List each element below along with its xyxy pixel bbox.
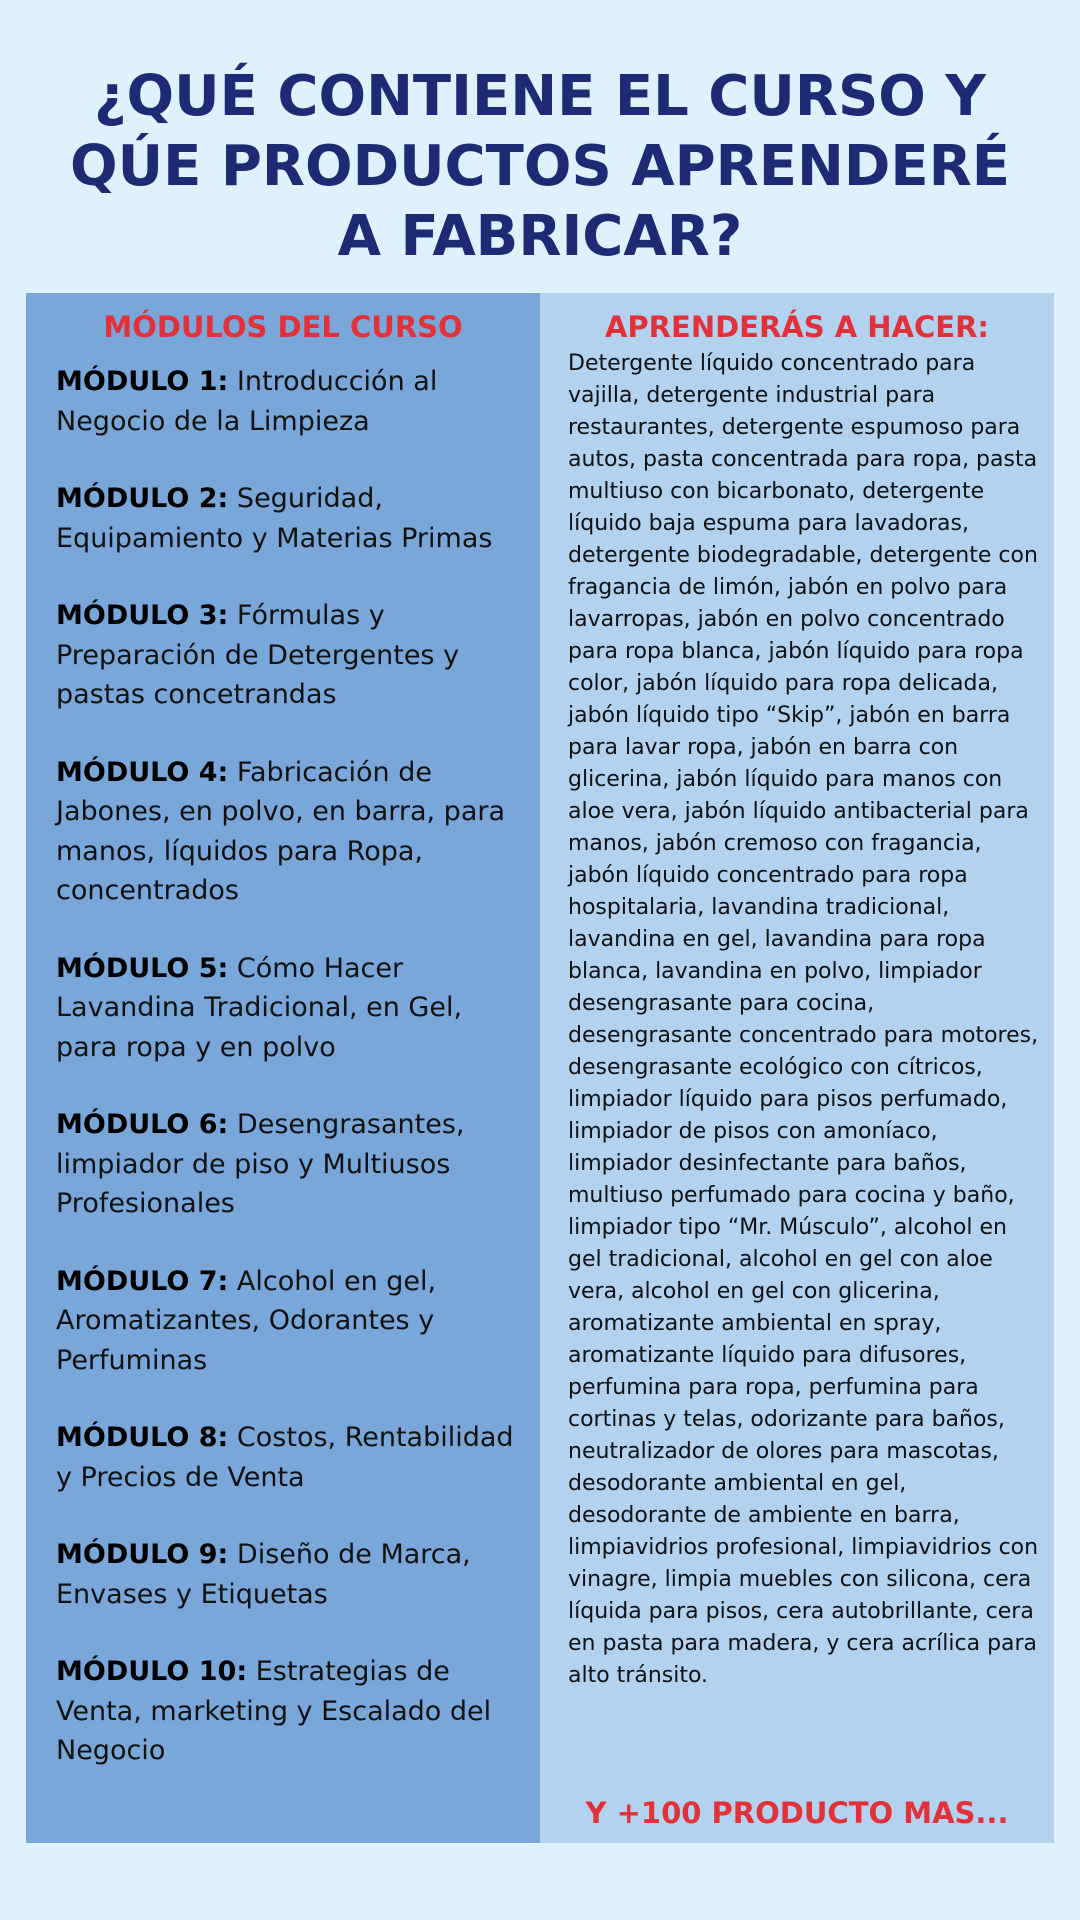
products-heading: APRENDERÁS A HACER: [604, 310, 990, 344]
products-list-text: Detergente líquido concentrado para vajilla, detergente industrial para restaurantes, detergente espumoso para autos, pasta concentrada para ropa, pasta multiuso con bicarbonato, detergente líquido baja espuma para lavadoras, detergente biodegradable, detergente con fragancia de limón, jabón en polvo para lavarropas, jabón en polvo concentrado para ropa blanca, jabón líquido para ropa color, jabón líquido para ropa delicada, jabón líquido tipo “Skip”, jabón en barra para lavar ropa, jabón en barra con glicerina, jabón líquido para manos con aloe vera, jabón líquido antibacterial para manos, jabón cremoso con fragancia, jabón líquido concentrado para ropa hospitalaria, lavandina tradicional, lavandina en gel, lavandina para ropa blanca, lavandina en polvo, limpiador desengrasante para cocina, desengrasante concentrado para motores, desengrasante ecológico con cítricos, limpiador líquido para pisos perfumado, limpiador de pisos con amoníaco, limpiador desinfectante para baños, multiuso perfumado para cocina y baño, limpiador tipo “Mr. Músculo”, alcohol en gel tradicional, alcohol en gel con aloe vera, alcohol en gel con glicerina, aromatizante ambiental en spray, aromatizante líquido para difusores, perfumina para ropa, perfumina para cortinas y telas, odorizante para baños, neutralizador de olores para mascotas, desodorante ambiental en gel, desodorante de ambiente en barra, limpiavidrios profesional, limpiavidrios con vinagre, limpia muebles con silicona, cera líquida para pisos, cera autobrillante, cera en pasta para madera, y cera acrílica para alto tránsito. [568, 351, 1039, 1688]
module-text: Cómo Hacer Lavandina Tradicional, en Gel, para ropa y en polvo [56, 952, 463, 1063]
module-label: MÓDULO 9: [56, 1539, 229, 1570]
module-label: MÓDULO 3: [56, 600, 229, 631]
modules-heading: MÓDULOS DEL CURSO [103, 310, 463, 344]
module-item-9 [56, 1535, 526, 1614]
module-text: Seguridad, Equipamiento y Materias Primas [56, 483, 493, 554]
title-line-2: QÚE PRODUCTOS APRENDERÉ [69, 134, 1011, 199]
module-text: Fabricación de Jabones, en polvo, en barra, para manos, líquidos para Ropa, concentrados [56, 756, 506, 906]
module-label: MÓDULO 1: [56, 366, 229, 397]
module-text: Introducción al Negocio de la Limpieza [56, 366, 438, 437]
module-item-10 [56, 1652, 526, 1771]
module-text: Desengrasantes, limpiador de piso y Multiusos Profesionales [56, 1109, 465, 1219]
module-label: MÓDULO 6: [56, 1109, 229, 1140]
module-label: MÓDULO 10: [56, 1656, 248, 1687]
module-text: Alcohol en gel, Aromatizantes, Odorantes y Perfuminas [56, 1265, 437, 1376]
module-item-5 [56, 949, 526, 1068]
module-item-6 [56, 1105, 526, 1224]
module-label: MÓDULO 2: [56, 483, 229, 514]
module-item-1 [56, 362, 526, 441]
modules-list [56, 362, 526, 1809]
modules-panel [26, 293, 540, 1843]
module-item-4 [56, 753, 526, 911]
module-text: Diseño de Marca, Envases y Etiquetas [56, 1539, 471, 1610]
page-title [0, 62, 1080, 272]
module-item-7 [56, 1262, 526, 1381]
module-item-2 [56, 479, 526, 558]
module-text: Estrategias de Venta, marketing y Escalado del Negocio [56, 1656, 492, 1766]
module-item-8 [56, 1418, 526, 1497]
more-products-text: Y +100 PRODUCTO MAS... [585, 1796, 1009, 1830]
module-text: Fórmulas y Preparación de Detergentes y pastas concetrandas [56, 600, 460, 710]
products-panel [540, 293, 1054, 1843]
module-label: MÓDULO 5: [56, 952, 229, 984]
module-item-3 [56, 596, 526, 715]
title-line-1: ¿QUÉ CONTIENE EL CURSO Y [94, 64, 986, 129]
module-label: MÓDULO 7: [56, 1265, 229, 1297]
module-label: MÓDULO 8: [56, 1422, 229, 1453]
module-label: MÓDULO 4: [56, 756, 229, 788]
title-line-3: A FABRICAR? [337, 204, 743, 269]
module-text: Costos, Rentabilidad y Precios de Venta [56, 1422, 514, 1493]
